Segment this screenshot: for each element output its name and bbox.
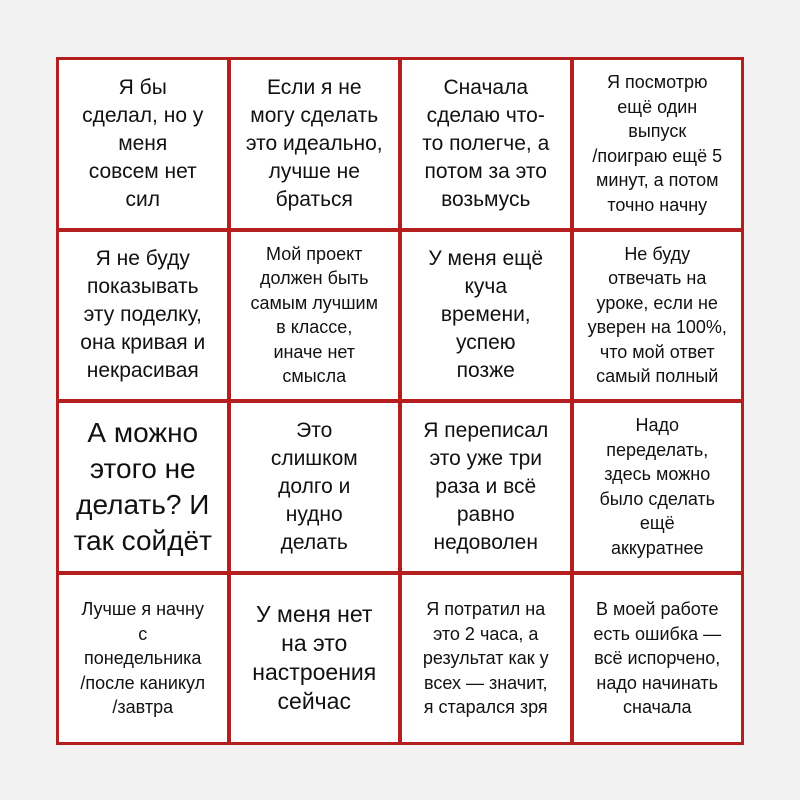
cell-text: Это слишком долго и нудно делать: [270, 418, 358, 554]
cell-text: У меня ещё куча времени, успею позже: [428, 247, 544, 383]
bingo-cell[interactable]: [574, 575, 742, 743]
cell-text: Не буду отвечать на уроке, если не уверен на 100%, что мой ответ самый полный: [587, 243, 727, 387]
bingo-cell[interactable]: [231, 575, 399, 743]
bingo-cell[interactable]: [59, 403, 227, 571]
bingo-cell[interactable]: [402, 403, 570, 571]
cell-text: Мой проект должен быть самым лучшим в классе, иначе нет смысла: [250, 243, 378, 387]
cell-text: В моей работе есть ошибка — всё испорчено, надо начинать сначала: [593, 599, 722, 717]
cell-text: Я бы сделал, но у меня совсем нет сил: [82, 75, 204, 211]
cell-text: У меня нет на это настроения сейчас: [252, 601, 377, 715]
bingo-cell[interactable]: [402, 60, 570, 228]
bingo-cell[interactable]: [59, 232, 227, 400]
bingo-cell[interactable]: [402, 232, 570, 400]
bingo-cell[interactable]: [231, 403, 399, 571]
bingo-cell[interactable]: [402, 575, 570, 743]
bingo-board: [56, 57, 744, 745]
bingo-cell[interactable]: [574, 60, 742, 228]
bingo-cell[interactable]: [574, 232, 742, 400]
bingo-cell[interactable]: [574, 403, 742, 571]
cell-text: Лучше я начну с понедельника /после каникул /завтра: [80, 599, 206, 717]
bingo-cell[interactable]: [231, 60, 399, 228]
cell-text: Надо переделать, здесь можно было сделать ещё аккуратнее: [599, 415, 716, 558]
cell-text: Я посмотрю ещё один выпуск /поиграю ещё 5 минут, а потом точно начну: [592, 72, 723, 215]
bingo-cell[interactable]: [59, 60, 227, 228]
bingo-cell[interactable]: [59, 575, 227, 743]
cell-text: Я не буду показывать эту поделку, она кривая и некрасивая: [80, 247, 206, 383]
cell-text: Я потратил на это 2 часа, а результат как у всех — значит, я старался зря: [422, 599, 549, 717]
cell-text: Если я не могу сделать это идеально, лучше не браться: [245, 75, 383, 211]
cell-text: А можно этого не делать? И так сойдёт: [73, 416, 212, 556]
bingo-cell[interactable]: [231, 232, 399, 400]
cell-text: Сначала сделаю что- то полегче, а потом за это возьмусь: [422, 75, 550, 211]
cell-text: Я переписал это уже три раза и всё равно недоволен: [423, 418, 549, 554]
